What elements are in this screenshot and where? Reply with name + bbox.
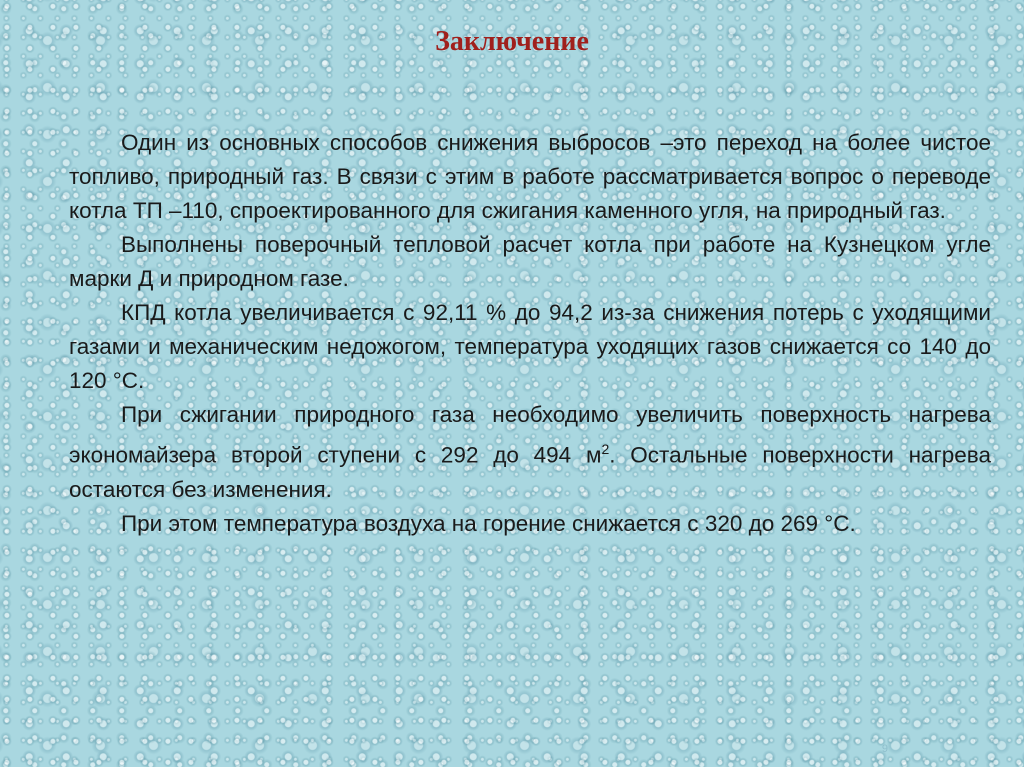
page-number: 9: [881, 743, 888, 755]
paragraph-4-continuation: Остальные поверхности нагрева остаются без изменения.: [69, 442, 991, 502]
paragraph-5: При этом температура воздуха на горение снижается с 320 до 269 °С.: [121, 510, 856, 536]
paragraph-4-text: При сжигании природного газа необходимо увеличить поверхность нагрева экономайзера второй ступени с 292 до 494 м: [69, 402, 991, 468]
paragraph-3: КПД котла увеличивается с 92,11 % до 94,2 из-за снижения потерь с уходящими газами и механическим недожогом, температура уходящих газов снижается со 140 до 120 °С.: [69, 300, 991, 393]
superscript-unit: 2: [601, 441, 610, 457]
slide-body: [69, 126, 991, 541]
slide-title: Заключение: [435, 26, 589, 57]
paragraph-1: Один из основных способов снижения выбросов –это переход на более чистое топливо, природный газ. В связи с этим в работе рассматривается вопрос о переводе котла ТП –110, спроектированного для сжигания каменного угля, на природный газ.: [69, 130, 991, 223]
paragraph-4: [69, 398, 991, 507]
paragraph-4-period: .: [609, 442, 631, 468]
paragraph-2: Выполнены поверочный тепловой расчет котла при работе на Кузнецком угле марки Д и природном газе.: [69, 232, 991, 291]
